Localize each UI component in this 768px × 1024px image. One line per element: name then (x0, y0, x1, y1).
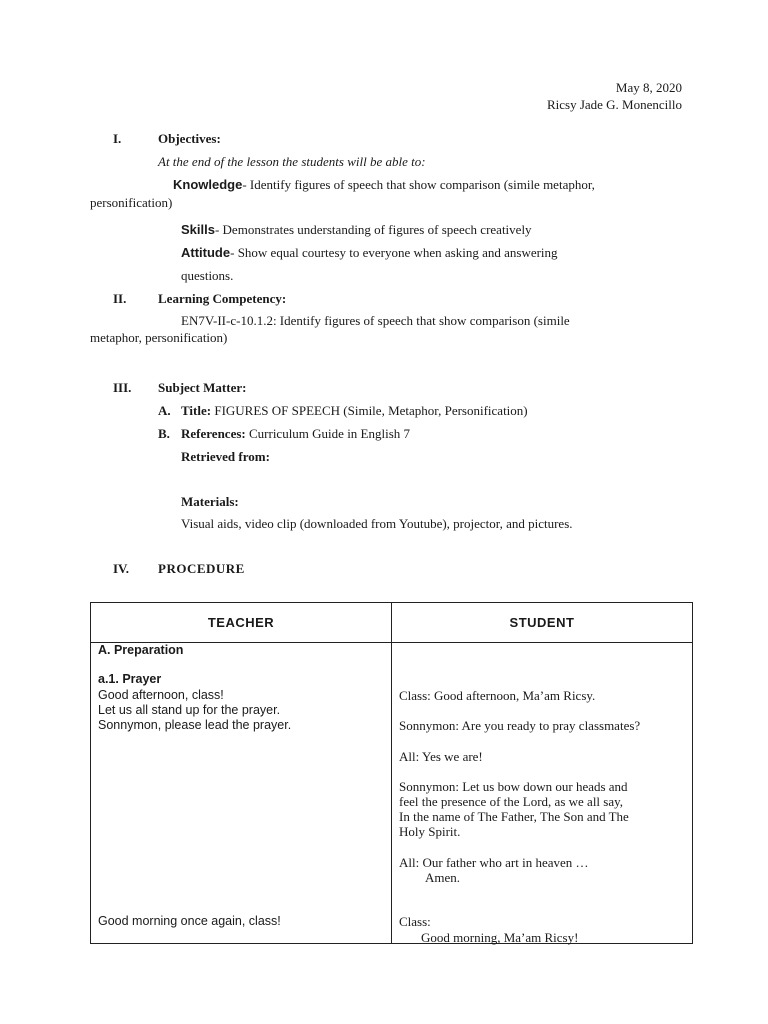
teacher-line-1: Good afternoon, class! (98, 688, 224, 702)
title-label: Title: (181, 403, 212, 418)
student-line-1: Class: Good afternoon, Ma’am Ricsy. (399, 688, 596, 703)
preparation-heading: A. Preparation (98, 643, 184, 657)
section-numeral-3: III. (113, 380, 132, 395)
table-header-row (91, 603, 693, 643)
title-line (181, 403, 528, 419)
procedure-heading: PROCEDURE (158, 561, 245, 576)
student-line-4b: feel the presence of the Lord, as we all say, (399, 794, 624, 809)
student-line-5a: All: Our father who art in heaven … (399, 855, 589, 870)
knowledge-line (173, 177, 595, 193)
student-line-2: Sonnymon: Are you ready to pray classmates? (399, 718, 641, 733)
knowledge-text: - Identify figures of speech that show comparison (simile metaphor, (242, 177, 595, 192)
student-line-6b: Good morning, Ma’am Ricsy! (421, 930, 579, 945)
teacher-column-header: TEACHER (91, 603, 392, 643)
teacher-line-2: Let us all stand up for the prayer. (98, 703, 281, 717)
section-numeral-2: II. (113, 291, 127, 306)
prayer-subheading: a.1. Prayer (98, 672, 162, 686)
title-value: FIGURES OF SPEECH (Simile, Metaphor, Personification) (214, 403, 528, 418)
student-cell (392, 643, 693, 944)
competency-line-2: metaphor, personification) (90, 330, 228, 345)
retrieved-from-label: Retrieved from: (181, 449, 270, 464)
procedure-table (90, 602, 693, 944)
references-label: References: (181, 426, 246, 441)
section-numeral-1: I. (113, 131, 122, 146)
references-value: Curriculum Guide in English 7 (248, 426, 411, 441)
student-line-3: All: Yes we are! (399, 749, 483, 764)
teacher-cell (91, 643, 392, 944)
student-line-4d: Holy Spirit. (399, 824, 461, 839)
student-line-4a: Sonnymon: Let us bow down our heads and (399, 779, 628, 794)
date: May 8, 2020 (615, 80, 682, 95)
objectives-intro: At the end of the lesson the students will be able to: (158, 154, 426, 169)
section-numeral-4: IV. (113, 561, 130, 576)
teacher-line-3: Sonnymon, please lead the prayer. (98, 718, 292, 732)
materials-value: Visual aids, video clip (downloaded from Youtube), projector, and pictures. (181, 516, 573, 531)
attitude-label: Attitude (181, 245, 231, 260)
materials-label: Materials: (181, 494, 239, 509)
table-row (91, 643, 693, 944)
knowledge-label: Knowledge (173, 177, 243, 192)
author-name: Ricsy Jade G. Monencillo (546, 97, 682, 112)
knowledge-continuation: personification) (90, 195, 173, 210)
references-line (181, 426, 410, 442)
competency-heading: Learning Competency: (158, 291, 287, 306)
skills-line (181, 222, 532, 238)
teacher-line-4: Good morning once again, class! (98, 914, 281, 928)
skills-label: Skills (181, 222, 215, 237)
subject-matter-heading: Subject Matter: (158, 380, 247, 395)
attitude-text: - Show equal courtesy to everyone when asking and answering (230, 245, 558, 260)
item-letter-b: B. (158, 426, 170, 441)
item-letter-a: A. (158, 403, 171, 418)
student-line-4c: In the name of The Father, The Son and The (399, 809, 629, 824)
skills-text: - Demonstrates understanding of figures of speech creatively (214, 222, 532, 237)
objectives-heading: Objectives: (158, 131, 221, 146)
student-line-6a: Class: (399, 914, 431, 929)
student-column-header: STUDENT (392, 603, 693, 643)
attitude-line (181, 245, 558, 261)
student-line-5b: Amen. (425, 870, 461, 885)
competency-line-1: EN7V-II-c-10.1.2: Identify figures of speech that show comparison (simile (181, 313, 570, 328)
attitude-continuation: questions. (181, 268, 234, 283)
